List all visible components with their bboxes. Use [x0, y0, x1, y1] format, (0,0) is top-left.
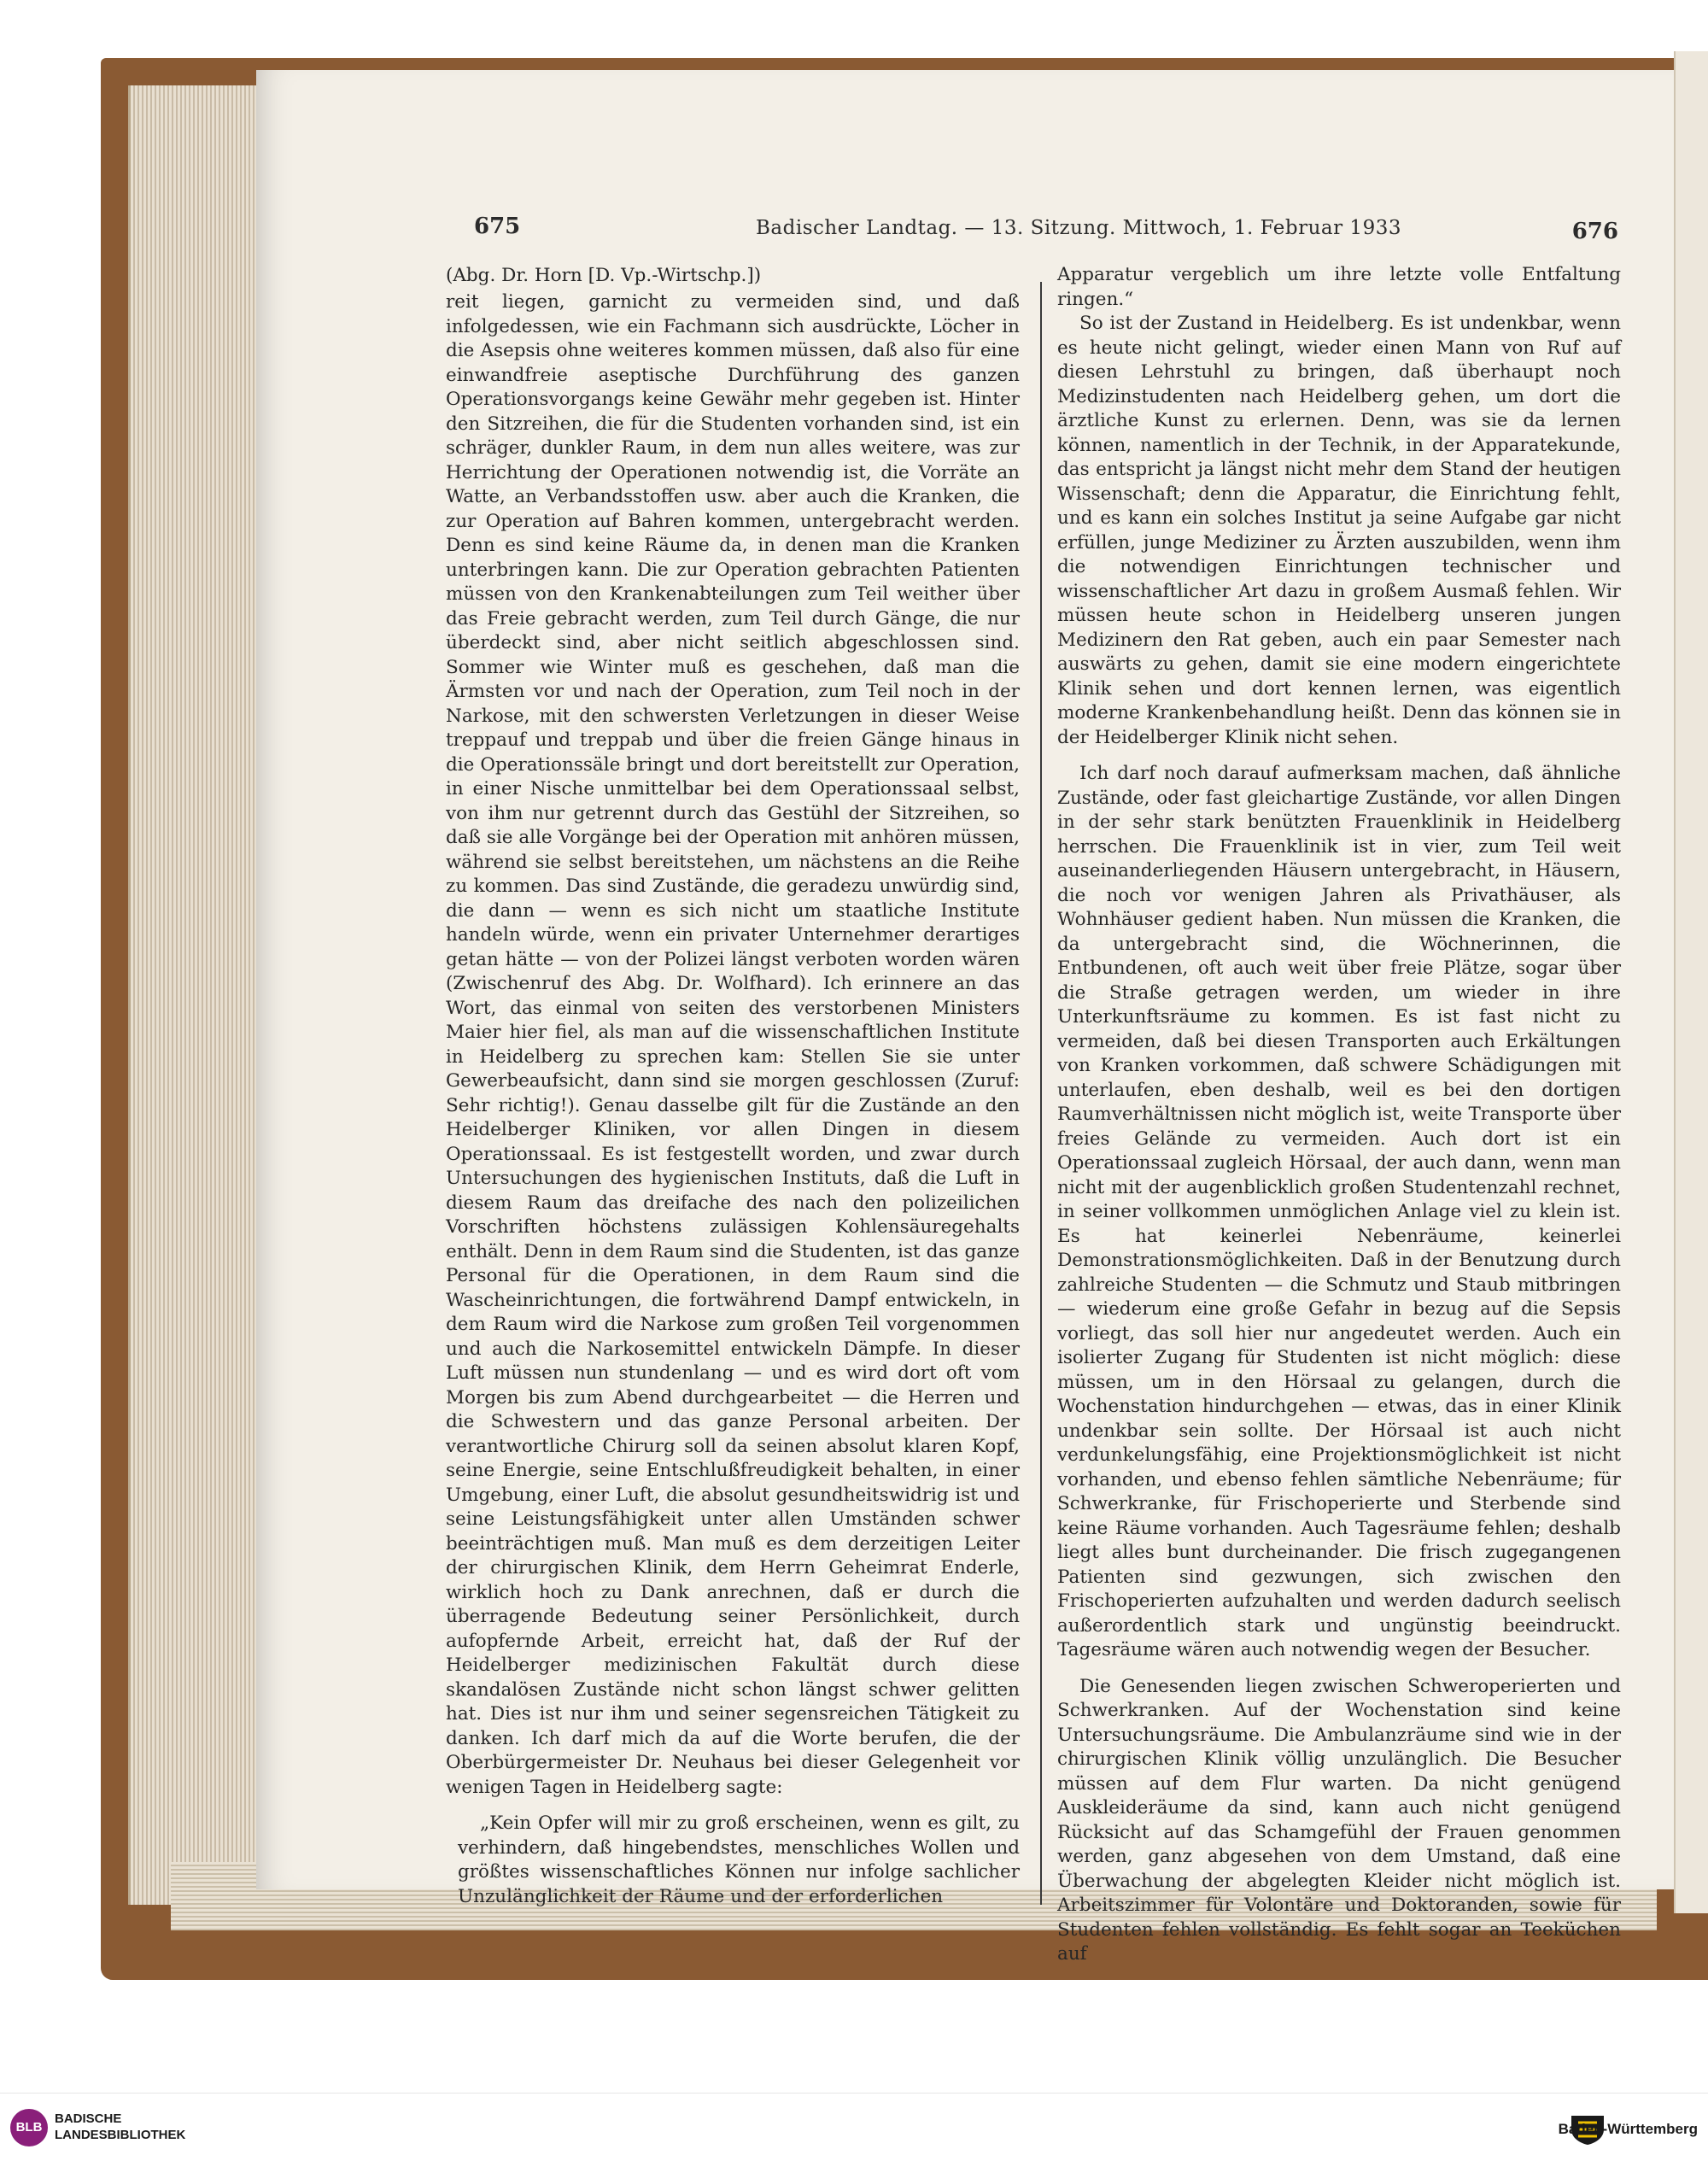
right-text-column — [1057, 263, 1621, 1967]
speaker-attribution: (Abg. Dr. Horn [D. Vp.-Wirtschp.]) — [446, 265, 762, 286]
blb-name-line1: BADISCHE — [55, 2111, 122, 2126]
running-head — [474, 214, 1618, 248]
column-divider — [1040, 282, 1042, 1905]
left-text-column — [446, 263, 1020, 1909]
footer-bar — [0, 2093, 1708, 2161]
page-stack-edge — [128, 85, 259, 1905]
next-page-edge — [1674, 51, 1708, 1913]
blb-institution-name — [55, 2111, 277, 2143]
quote-paragraph: „Kein Opfer will mir zu groß erscheinen, wenn es gilt, zu verhindern, daß hingebendstes, menschliches Wollen und größtes wissenschaftliches Können nur infolge sachlicher Unzulänglichkeit der Räume und der erforderlichen — [458, 1813, 1020, 1907]
bw-institution-name: Baden-Württemberg — [1558, 2121, 1698, 2137]
right-page-number: 676 — [1571, 219, 1618, 244]
paragraph: So ist der Zustand in Heidelberg. Es ist undenkbar, wenn es heute nicht gelingt, wieder einen Mann von Ruf auf diesen Lehrstuhl zu bringen, daß überhaupt noch Medizinstudenten nach Heidelberg gehen, um dort die ärztliche Kunst zu erlernen. Denn, was sie da lernen können, namentlich in der Technik, in der Apparatekunde, das entspricht ja längst nicht mehr dem Stand der heutigen Wissenschaft; denn die Apparatur, die Einrichtung fehlt, und es kann ein solches Institut ja seine Aufgabe gar nicht erfüllen, junge Mediziner zu Ärzten auszubilden, wenn ihm die notwendigen Einrichtungen technischer und wissenschaftlicher Art dazu in großem Ausmaß fehlen. Wir müssen heute schon in Heidelberg unseren jungen Medizinern den Rat geben, auch ein paar Semester nach auswärts zu gehen, damit sie eine modern eingerichtete Klinik sehen und dort kennen lernen, was eigentlich moderne Krankenbehandlung heißt. Denn das können sie in der Heidelberger Klinik nicht sehen. — [1057, 313, 1621, 748]
paragraph: reit liegen, garnicht zu vermeiden sind, und daß infolgedessen, wie ein Fachmann sich ausdrückte, Löcher in die Asepsis ohne weiteres kommen müssen, daß also für eine einwandfreie aseptische Durchführung des ganzen Operationsvorgangs keine Gewähr mehr gegeben ist. Hinter den Sitzreihen, die für die Studenten vorhanden sind, ist ein schräger, dunkler Raum, in dem nun alles weitere, was zur Herrichtung der Operationen notwendig ist, die Vorräte an Watte, an Verbandsstoffen usw. aber auch die Kranken, die zur Operation auf Bahren kommen, untergebracht werden. Denn es sind keine Räume da, in denen man die Kranken unterbringen kann. Die zur Operation gebrachten Patienten müssen von den Krankenabteilungen zum Teil weither über das Freie gebracht werden, zum Teil durch Gänge, die nur überdeckt sind, aber nicht seitlich abgeschlossen sind. Sommer wie Winter muß es geschehen, daß man die Ärmsten vor und nach der Operation, zum Teil noch in der Narkose, mit den schwersten Verletzungen in dieser Weise treppauf und treppab und über die freien Gänge hinaus in die Operationssäle bringt und dort bereitstellt zur Operation, in einer Nische unmittelbar bei dem Operationssaal selbst, von ihm nur getrennt durch das Gestühl der Sitzreihen, so daß sie alle Vorgänge bei der Operation mit anhören müssen, während sie selbst bereitstehen, um nächstens an die Reihe zu kommen. Das sind Zustände, die geradezu unwürdig sind, die dann — wenn es sich nicht um staatliche Institute handeln würde, wenn ein privater Unternehmer derartiges getan hätte — von der Polizei längst verboten worden wären (Zwischenruf des Abg. Dr. Wolfhard). Ich erinnere an das Wort, das einmal von seiten des verstorbenen Ministers Maier hier fiel, als man auf die wissenschaftlichen Institute in Heidelberg zu sprechen kam: Stellen Sie sie unter Gewerbeaufsicht, dann sind sie morgen geschlossen (Zuruf: Sehr richtig!). Genau dasselbe gilt für die Zustände an den Heidelberger Kliniken, vor allen Dingen in diesem Operationssaal. Es ist festgestellt worden, und zwar durch Untersuchungen des hygienischen Instituts, daß die Luft in diesem Raum das dreifache des nach den polizeilichen Vorschriften höchstens zulässigen Kohlensäuregehalts enthält. Denn in dem Raum sind die Studenten, ist das ganze Personal für die Operationen, in dem Raum sind die Wascheinrichtungen, die fortwährend Dampf entwickeln, in dem Raum wird die Narkose zum großen Teil vorgenommen und auch die Narkosemittel entwickeln Dämpfe. In dieser Luft müssen nun stundenlang — und es wird dort oft vom Morgen bis zum Abend durchgearbeitet — die Herren und die Schwestern und das ganze Personal arbeiten. Der verantwortliche Chirurg soll da seinen absolut klaren Kopf, seine Energie, seine Entschlußfreudigkeit behalten, in einer Umgebung, einer Luft, die absolut gesundheitswidrig ist und seine Leistungsfähigkeit unter allen Umständen schwer beeinträchtigen muß. Man muß es dem derzeitigen Leiter der chirurgischen Klinik, dem Herrn Geheimrat Enderle, wirklich hoch zu Dank anrechnen, daß er durch die überragende Bedeutung seiner Persönlichkeit, durch aufopfernde Arbeit, erreicht hat, daß der Ruf der Heidelberger medizinischen Fakultät durch diese skandalösen Zustände nicht schon längst schwer gelitten hat. Dies ist nur ihm und seiner segensreichen Tätigkeit zu danken. Ich darf mich da auf die Worte berufen, die der Oberbürgermeister Dr. Neuhaus bei dieser Gelegenheit vor wenigen Tagen in Heidelberg sagte: — [446, 291, 1020, 1798]
paragraph: Die Genesenden liegen zwischen Schweroperierten und Schwerkranken. Auf der Wochenstation sind keine Untersuchungsräume. Die Ambulanzräume sind wie in der chirurgischen Klinik völlig unzulänglich. Die Besucher müssen auf dem Flur warten. Da nicht genügend Auskleideräume da sind, kann auch nicht genügend Rücksicht auf das Schamgefühl der Frauen genommen werden, ganz abgesehen von dem Umstand, daß eine Überwachung der abgelegten Kleider nicht möglich ist. Arbeitszimmer für Volontäre und Doktoranden, sowie für Studenten fehlen vollständig. Es fehlt sogar an Teeküchen auf — [1057, 1675, 1621, 1965]
left-page-number: 675 — [474, 214, 521, 239]
blb-name-line2: LANDESBIBLIOTHEK — [55, 2128, 186, 2142]
paragraph: Apparatur vergeblich um ihre letzte volle Entfaltung ringen.“ — [1057, 264, 1621, 310]
running-title: Badischer Landtag. — 13. Sitzung. Mittwoch, 1. Februar 1933 — [756, 217, 1401, 239]
paragraph: Ich darf noch darauf aufmerksam machen, daß ähnliche Zustände, oder fast gleichartige Zustände, vor allen Dingen in der sehr stark benützten Frauenklinik in Heidelberg herrschen. Die Frauenklinik ist in vier, zum Teil weit auseinanderliegenden Häusern untergebracht, in Häusern, die noch vor wenigen Jahren als Privathäuser, als Wohnhäuser gedient haben. Nun müssen die Kranken, die da untergebracht sind, die Wöchnerinnen, die Entbundenen, oft auch weit über freie Plätze, sogar über die Straße getragen werden, um wieder in ihre Unterkunftsräume zu kommen. Es ist fast nicht zu vermeiden, daß bei diesen Transporten auch Erkältungen von Kranken vorkommen, daß schwere Schädigungen mit unterlaufen, eben deshalb, weil es bei den dortigen Raumverhältnissen nicht möglich ist, weite Transporte über freies Gelände zu vermeiden. Auch dort ist ein Operationssaal zugleich Hörsaal, der auch dann, wenn man nicht mit der augenblicklich großen Studentenzahl rechnet, in seiner vollkommen unmöglichen Anlage viel zu klein ist. Es hat keinerlei Nebenräume, keinerlei Demonstrationsmöglichkeiten. Daß in der Benutzung durch zahlreiche Studenten — die Schmutz und Staub mitbringen — wiederum eine große Gefahr in bezug auf die Sepsis vorliegt, das soll hier nur angedeutet werden. Auch ein isolierter Zugang für Studenten ist nicht möglich: diese müssen, um in den Hörsaal zu gelangen, durch die Wochenstation hindurchgehen — etwas, das in einer Klinik undenkbar sein sollte. Der Hörsaal ist auch nicht verdunkelungsfähig, eine Projektionsmöglichkeit ist nicht vorhanden, und ebenso fehlen sämtliche Nebenräume; für Schwerkranke, für Frischoperierte und Sterbende sind keine Räume vorhanden. Auch Tagesräume fehlen; deshalb liegt alles bunt durcheinander. Die frisch zugegangenen Patienten sind gezwungen, sich zwischen den Frischoperierten aufzuhalten und werden dadurch seelisch außerordentlich stark und ungünstig beeindruckt. Tagesräume wären auch notwendig wegen der Besucher. — [1057, 763, 1621, 1660]
blb-logo: BLB — [10, 2109, 48, 2146]
